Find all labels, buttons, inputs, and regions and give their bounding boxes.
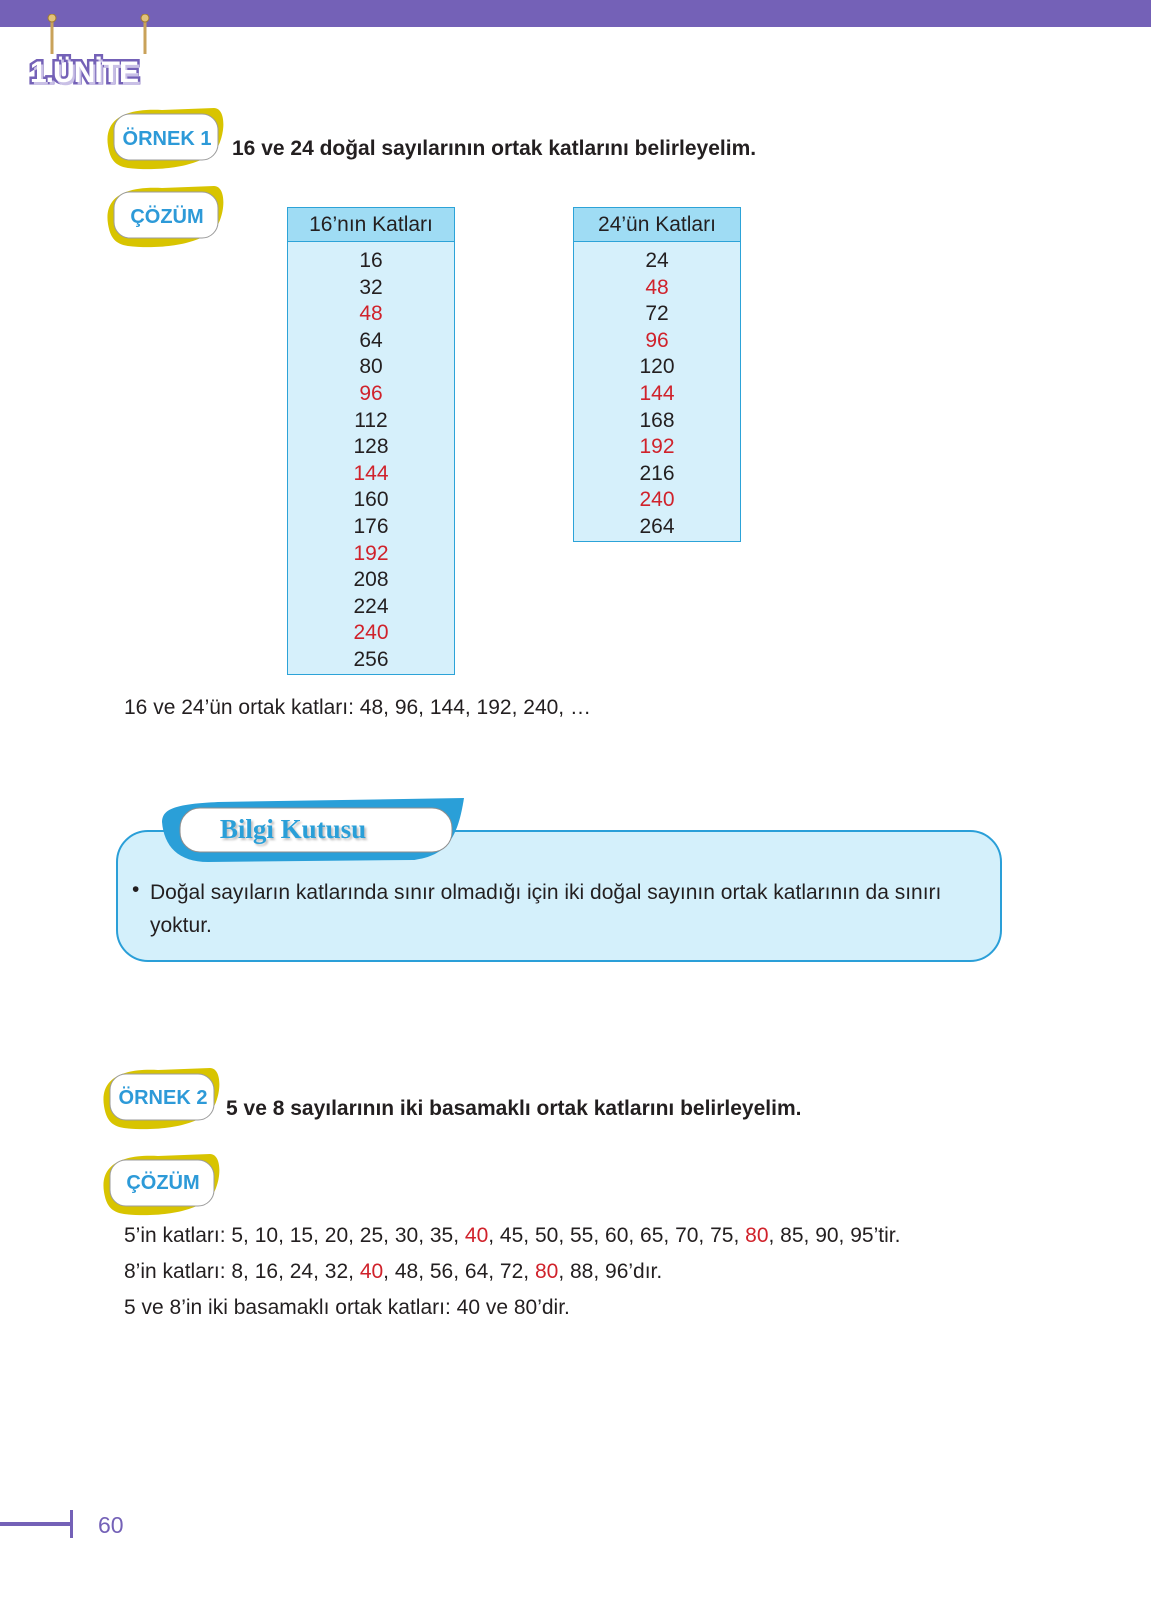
multiples-of-24-list [574,242,740,541]
multiples-of-8-line [124,1260,662,1284]
example-2-question: 5 ve 8 sayılarının iki basamaklı ortak katlarını belirleyelim. [226,1097,802,1120]
multiples-of-24-header: 24’ün Katları [574,208,740,242]
multiples-of-24-value: 216 [639,461,675,485]
footer-tick [70,1510,73,1538]
multiples-of-16-value: 48 [359,302,383,326]
info-box-title: Bilgi Kutusu [219,814,367,844]
multiples-of-16-value: 64 [359,328,383,352]
multiples-of-16-value: 224 [353,594,389,618]
line-text: 8’in katları: 8, 16, 24, 32, [124,1260,360,1283]
line-text: , 88, 96’dır. [558,1260,663,1283]
multiples-of-16-header: 16’nın Katları [288,208,454,242]
example-1-label: ÖRNEK 1 [122,128,212,150]
multiples-of-24-value: 48 [645,275,669,299]
multiples-of-24-table [573,207,741,542]
line-text: , 48, 56, 64, 72, [383,1260,535,1283]
multiples-of-16-table [287,207,455,675]
bullet-icon: • [132,878,140,901]
common-multiple-highlight: 80 [534,1260,559,1283]
multiples-of-16-value: 32 [359,275,383,299]
common-multiple-highlight: 80 [745,1224,769,1247]
multiples-of-16-value: 96 [359,381,383,405]
multiples-of-16-value: 176 [353,514,389,538]
multiples-of-24-value: 24 [645,249,669,272]
solution-1-tag [102,184,232,254]
info-box-tab [158,796,468,866]
multiples-of-16-value: 112 [354,408,388,432]
multiples-of-16-value: 128 [353,435,389,459]
multiples-of-24-value: 264 [639,514,675,538]
solution-2-tag [98,1152,228,1222]
multiples-of-16-value: 240 [353,621,389,645]
multiples-of-5-line [124,1224,900,1248]
multiples-of-24-value: 120 [639,355,675,379]
multiples-of-16-value: 160 [353,488,389,512]
unit-badge [28,14,168,94]
multiples-of-24-value: 144 [639,381,675,405]
common-multiple-highlight: 40 [359,1260,384,1283]
multiples-of-24-value: 168 [639,408,675,432]
example-1-tag [102,106,232,176]
multiples-of-24-value: 240 [639,488,675,512]
example-2-tag [98,1066,228,1136]
multiples-of-24-value: 72 [645,302,669,326]
line-text: , 85, 90, 95’tir. [768,1224,901,1247]
multiples-of-16-value: 256 [353,647,389,671]
unit-label: 1.ÜNİTE [30,56,139,89]
line-text: , 45, 50, 55, 60, 65, 70, 75, [488,1224,746,1247]
solution-2-label: ÇÖZÜM [126,1172,200,1194]
top-bar [0,0,1151,27]
multiples-of-16-value: 144 [353,461,389,485]
two-digit-common-multiples-conclusion: 5 ve 8’in iki basamaklı ortak katları: 40 ve 80’dir. [124,1296,570,1319]
common-multiples-conclusion: 16 ve 24’ün ortak katları: 48, 96, 144, 192, 240, … [124,696,591,719]
example-1-question: 16 ve 24 doğal sayılarının ortak katlarını belirleyelim. [232,137,757,160]
multiples-of-16-list [288,242,454,674]
solution-1-label: ÇÖZÜM [130,206,204,228]
example-2-label: ÖRNEK 2 [118,1087,208,1109]
multiples-of-24-value: 192 [639,435,675,459]
multiples-of-16-value: 208 [353,568,389,592]
multiples-of-16-value: 16 [359,249,383,272]
multiples-of-24-value: 96 [645,328,669,352]
page-number: 60 [98,1512,124,1538]
footer-line [0,1522,72,1526]
line-text: 5’in katları: 5, 10, 15, 20, 25, 30, 35, [124,1224,465,1247]
common-multiple-highlight: 40 [464,1224,489,1247]
info-box-text: Doğal sayıların katlarında sınır olmadığı için iki doğal sayının ortak katlarının da sınırı yoktur. [150,881,942,937]
multiples-of-16-value: 192 [353,541,389,565]
multiples-of-16-value: 80 [359,355,383,379]
